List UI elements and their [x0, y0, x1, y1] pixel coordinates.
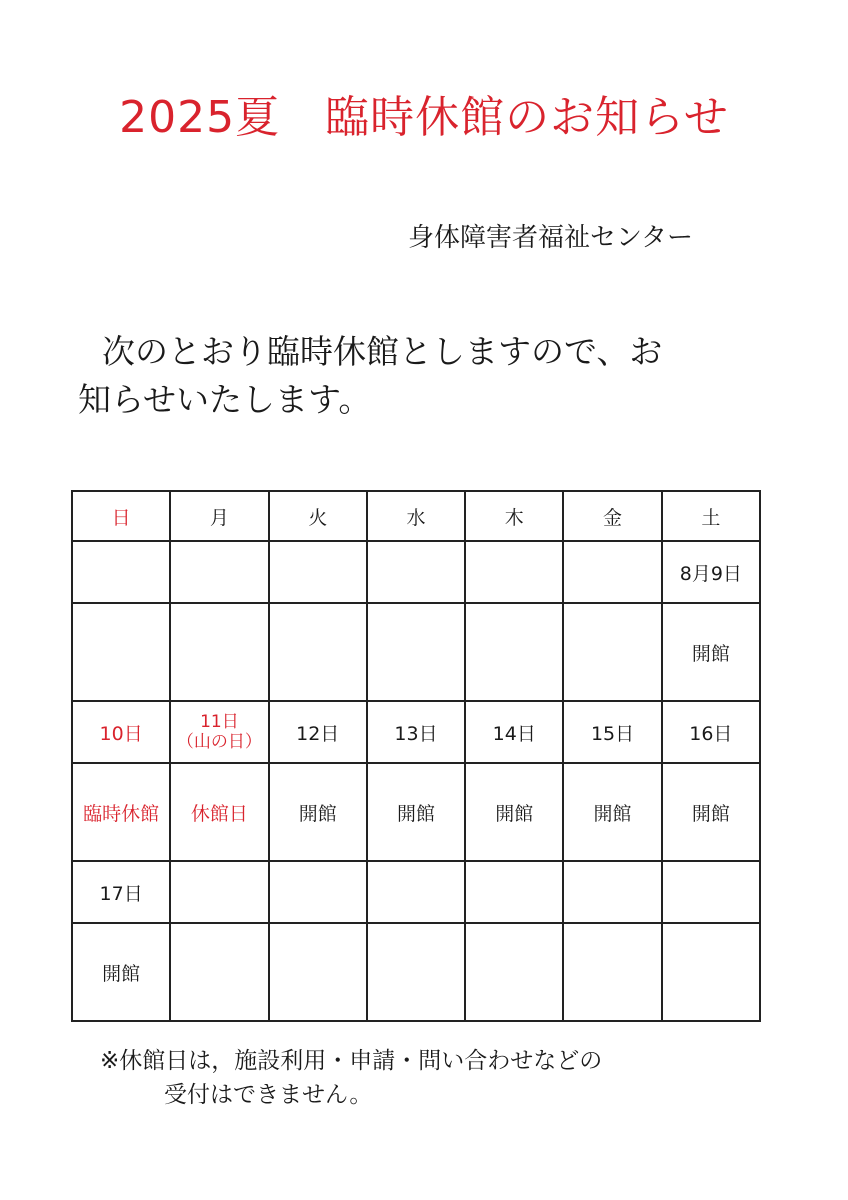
status-cell — [72, 603, 170, 701]
date-cell-aug12: 12日 — [269, 701, 367, 763]
status-cell — [170, 603, 268, 701]
week3-status-row — [72, 923, 760, 1021]
date-cell — [563, 541, 661, 603]
date-cell-aug11 — [170, 701, 268, 763]
page-title: 2025夏 臨時休館のお知らせ — [119, 92, 729, 143]
closure-calendar — [71, 490, 761, 1022]
date-cell — [563, 861, 661, 923]
status-cell-aug11: 休館日 — [170, 763, 268, 861]
intro-line-2: 知らせいたします。 — [78, 380, 372, 419]
date-cell-aug14: 14日 — [465, 701, 563, 763]
status-cell — [563, 603, 661, 701]
weekday-sat: 土 — [662, 491, 760, 541]
status-cell — [367, 603, 465, 701]
status-cell — [367, 923, 465, 1021]
week1-date-row — [72, 541, 760, 603]
intro-text — [78, 328, 738, 424]
weekday-wed: 水 — [367, 491, 465, 541]
status-cell-aug16: 開館 — [662, 763, 760, 861]
status-cell-aug9: 開館 — [662, 603, 760, 701]
date-cell — [170, 861, 268, 923]
date-cell — [72, 541, 170, 603]
holiday-date: 11日 — [200, 712, 239, 732]
date-cell-aug10: 10日 — [72, 701, 170, 763]
weekday-tue: 火 — [269, 491, 367, 541]
footnote-line-1: ※休館日は，施設利用・申請・問い合わせなどの — [100, 1048, 603, 1074]
date-cell — [269, 861, 367, 923]
date-cell — [465, 861, 563, 923]
status-cell — [465, 923, 563, 1021]
status-cell — [662, 923, 760, 1021]
week1-status-row — [72, 603, 760, 701]
holiday-name: （山の日） — [176, 732, 262, 752]
weekday-thu: 木 — [465, 491, 563, 541]
footnote-line-2: 受付はできません。 — [164, 1082, 373, 1108]
date-cell — [367, 541, 465, 603]
status-cell-aug15: 開館 — [563, 763, 661, 861]
status-cell — [563, 923, 661, 1021]
footnote — [100, 1044, 602, 1112]
status-cell-aug14: 開館 — [465, 763, 563, 861]
status-cell — [170, 923, 268, 1021]
date-cell-aug9: 8月9日 — [662, 541, 760, 603]
status-cell-aug17: 開館 — [72, 923, 170, 1021]
week3-date-row — [72, 861, 760, 923]
weekday-sun: 日 — [72, 491, 170, 541]
status-cell-aug13: 開館 — [367, 763, 465, 861]
date-cell-aug17: 17日 — [72, 861, 170, 923]
weekday-mon: 月 — [170, 491, 268, 541]
status-cell — [269, 923, 367, 1021]
weekday-header-row — [72, 491, 760, 541]
status-cell-aug10: 臨時休館 — [72, 763, 170, 861]
date-cell-aug13: 13日 — [367, 701, 465, 763]
status-cell — [465, 603, 563, 701]
status-cell — [269, 603, 367, 701]
weekday-fri: 金 — [563, 491, 661, 541]
date-cell — [662, 861, 760, 923]
date-cell — [465, 541, 563, 603]
week2-date-row — [72, 701, 760, 763]
date-cell — [367, 861, 465, 923]
intro-line-1: 次のとおり臨時休館としますので、お — [102, 332, 663, 371]
status-cell-aug12: 開館 — [269, 763, 367, 861]
date-cell-aug15: 15日 — [563, 701, 661, 763]
organization-name: 身体障害者福祉センター — [408, 223, 693, 253]
week2-status-row — [72, 763, 760, 861]
date-cell-aug16: 16日 — [662, 701, 760, 763]
date-cell — [269, 541, 367, 603]
date-cell — [170, 541, 268, 603]
